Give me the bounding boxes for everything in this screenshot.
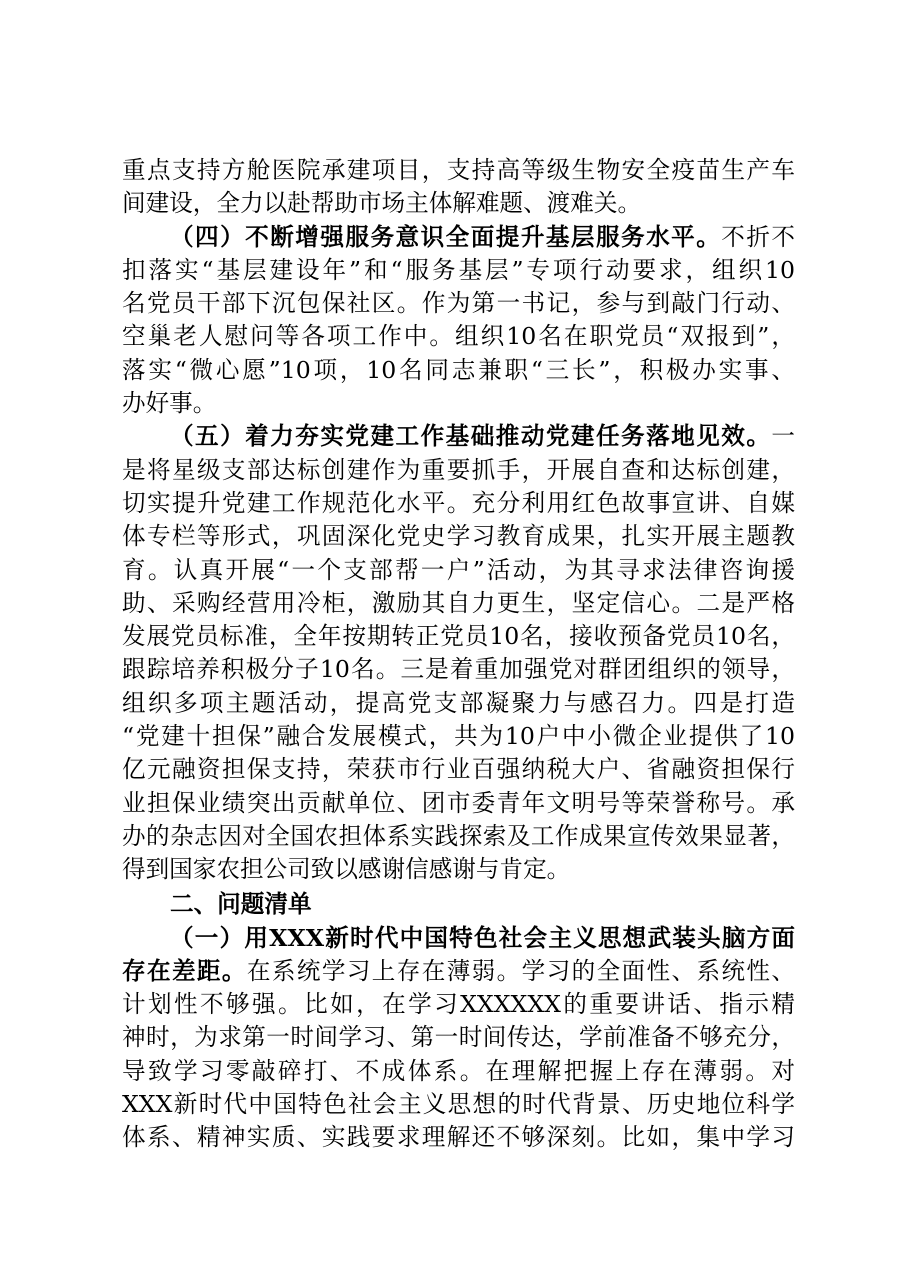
body-text: 空巢老人慰问等各项工作中。组织10名在职党员“双报到”， [122, 322, 795, 351]
body-text: 育。认真开展“一个支部帮一户”活动，为其寻求法律咨询援 [122, 555, 795, 584]
bold-lead-text: 存在差距。 [122, 956, 247, 985]
text-line [122, 221, 795, 254]
text-line [122, 653, 795, 686]
body-text: 体专栏等形式，巩固深化党史学习教育成果，扎实开展主题教 [122, 522, 795, 551]
body-text: “党建十担保”融合发展模式，共为10户中小微企业提供了10 [122, 722, 795, 751]
text-line [122, 520, 795, 553]
text-line [122, 853, 795, 886]
body-text: 神时，为求第一时间学习、第一时间传达，学前准备不够充分， [122, 1023, 795, 1052]
body-text: 在系统学习上存在薄弱。学习的全面性、系统性、 [246, 956, 795, 985]
body-text: 不折不 [721, 222, 795, 251]
text-line [122, 287, 795, 320]
text-line [122, 254, 795, 287]
body-text: 助、采购经营用冷柜，激励其自力更生，坚定信心。二是严格 [122, 588, 795, 617]
body-text: 落实“微心愿”10项，10名同志兼职“三长”，积极办实事、 [122, 355, 795, 384]
text-line [122, 687, 795, 720]
text-line [122, 787, 795, 820]
body-text: 业担保业绩突出贡献单位、团市委青年文明号等荣誉称号。承 [122, 788, 795, 817]
text-line [122, 454, 795, 487]
text-line [122, 1055, 795, 1088]
text-line [122, 420, 795, 453]
text-line [122, 620, 795, 653]
body-text: 一 [771, 422, 795, 451]
text-line [122, 753, 795, 786]
text-line [122, 922, 795, 955]
text-line [122, 554, 795, 587]
body-text: 是将星级支部达标创建作为重要抓手，开展自查和达标创建， [122, 455, 795, 484]
bold-lead-text: （四）不断增强服务意识全面提升基层服务水平。 [170, 222, 722, 251]
document-body [122, 154, 795, 1155]
text-line [122, 988, 795, 1021]
text-line [122, 387, 795, 420]
body-text: 办的杂志因对全国农担体系实践探索及工作成果宣传效果显著， [122, 821, 795, 850]
body-text: 重点支持方舱医院承建项目，支持高等级生物安全疫苗生产车 [122, 156, 795, 184]
text-line [122, 187, 795, 220]
body-text: XXX新时代中国特色社会主义思想的时代背景、历史地位科学 [122, 1090, 795, 1119]
body-text: 组织多项主题活动，提高党支部凝聚力与感召力。四是打造 [122, 688, 795, 717]
text-line [122, 320, 795, 353]
body-text: 跟踪培养积极分子10名。三是着重加强党对群团组织的领导， [122, 655, 795, 684]
body-text: 办好事。 [122, 389, 217, 418]
text-line [122, 487, 795, 520]
body-text: 间建设，全力以赴帮助市场主体解难题、渡难关。 [122, 189, 642, 218]
text-line [122, 1021, 795, 1054]
text-line [122, 720, 795, 753]
text-line [122, 1121, 795, 1154]
text-line [122, 820, 795, 853]
text-line [122, 354, 795, 387]
text-line [122, 587, 795, 620]
text-line [122, 154, 795, 187]
section-heading: 二、问题清单 [170, 889, 312, 918]
body-text: 扣落实“基层建设年”和“服务基层”专项行动要求，组织10 [122, 255, 795, 284]
text-line [122, 1088, 795, 1121]
body-text: 导致学习零敲碎打、不成体系。在理解把握上存在薄弱。对 [122, 1056, 795, 1085]
body-text: 得到国家农担公司致以感谢信感谢与肯定。 [122, 855, 571, 884]
bold-lead-text: （一）用XXX新时代中国特色社会主义思想武装头脑方面 [170, 923, 795, 952]
bold-lead-text: （五）着力夯实党建工作基础推动党建任务落地见效。 [170, 422, 772, 451]
body-text: 发展党员标准，全年按期转正党员10名，接收预备党员10名， [122, 622, 795, 651]
body-text: 亿元融资担保支持，荣获市行业百强纳税大户、省融资担保行 [122, 755, 795, 784]
text-line [122, 955, 795, 988]
body-text: 名党员干部下沉包保社区。作为第一书记，参与到敲门行动、 [122, 289, 795, 318]
body-text: 计划性不够强。比如，在学习XXXXXX的重要讲话、指示精 [122, 990, 795, 1019]
body-text: 切实提升党建工作规范化水平。充分利用红色故事宣讲、自媒 [122, 488, 795, 517]
body-text: 体系、精神实质、实践要求理解还不够深刻。比如，集中学习 [122, 1123, 795, 1152]
